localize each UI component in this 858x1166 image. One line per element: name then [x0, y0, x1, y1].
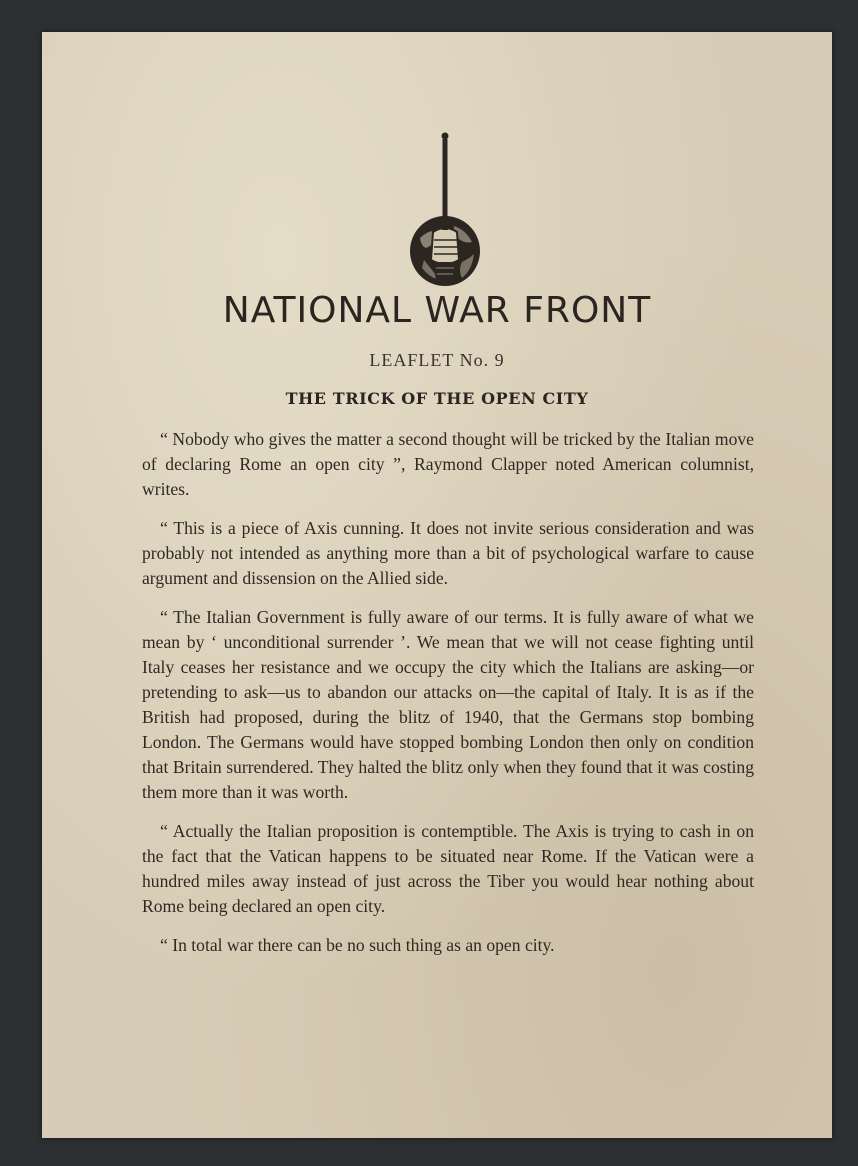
- organization-title: NATIONAL WAR FRONT: [222, 290, 652, 331]
- paragraph-1: “ Nobody who gives the matter a second thought will be tricked by the Italian move of declaring Rome an open city ”, Raymond Clapper noted American columnist, writes.: [142, 429, 754, 499]
- leaflet-title: THE TRICK OF THE OPEN CITY: [285, 389, 589, 408]
- paragraph-5: “ In total war there can be no such thing as an open city.: [160, 935, 555, 955]
- paragraph-4: “ Actually the Italian proposition is contemptible. The Axis is trying to cash in on the fact that the Vatican happens to be situated near Rome. If the Vatican were a hundred miles away instead of just across the Tiber you would hear nothing about Rome being declared an open city.: [142, 821, 754, 916]
- paragraph-2: “ This is a piece of Axis cunning. It does not invite serious consideration and was probably not intended as anything more than a bit of psychological warfare to cause argument and dissension on the Allied side.: [142, 518, 754, 588]
- leaflet-page: [42, 32, 832, 1138]
- leaflet-body: [142, 427, 754, 972]
- sword-in-globe-icon: [406, 130, 484, 290]
- paragraph-3: “ The Italian Government is fully aware of our terms. It is fully aware of what we mean by ‘ unconditional surrender ’. We mean that we will not cease fighting until Italy ceases her resistance and we occupy the city which the Italians are asking—or pretending to ask—us to abandon our attacks on—the capital of Italy. It is as if the British had proposed, during the blitz of 1940, that the Germans stop bombing London. The Germans would have stopped bombing London then only on condition that Britain surrendered. They halted the blitz only when they found that it was costing them more than it was worth.: [142, 607, 754, 802]
- leaflet-number: LEAFLET No. 9: [369, 350, 505, 370]
